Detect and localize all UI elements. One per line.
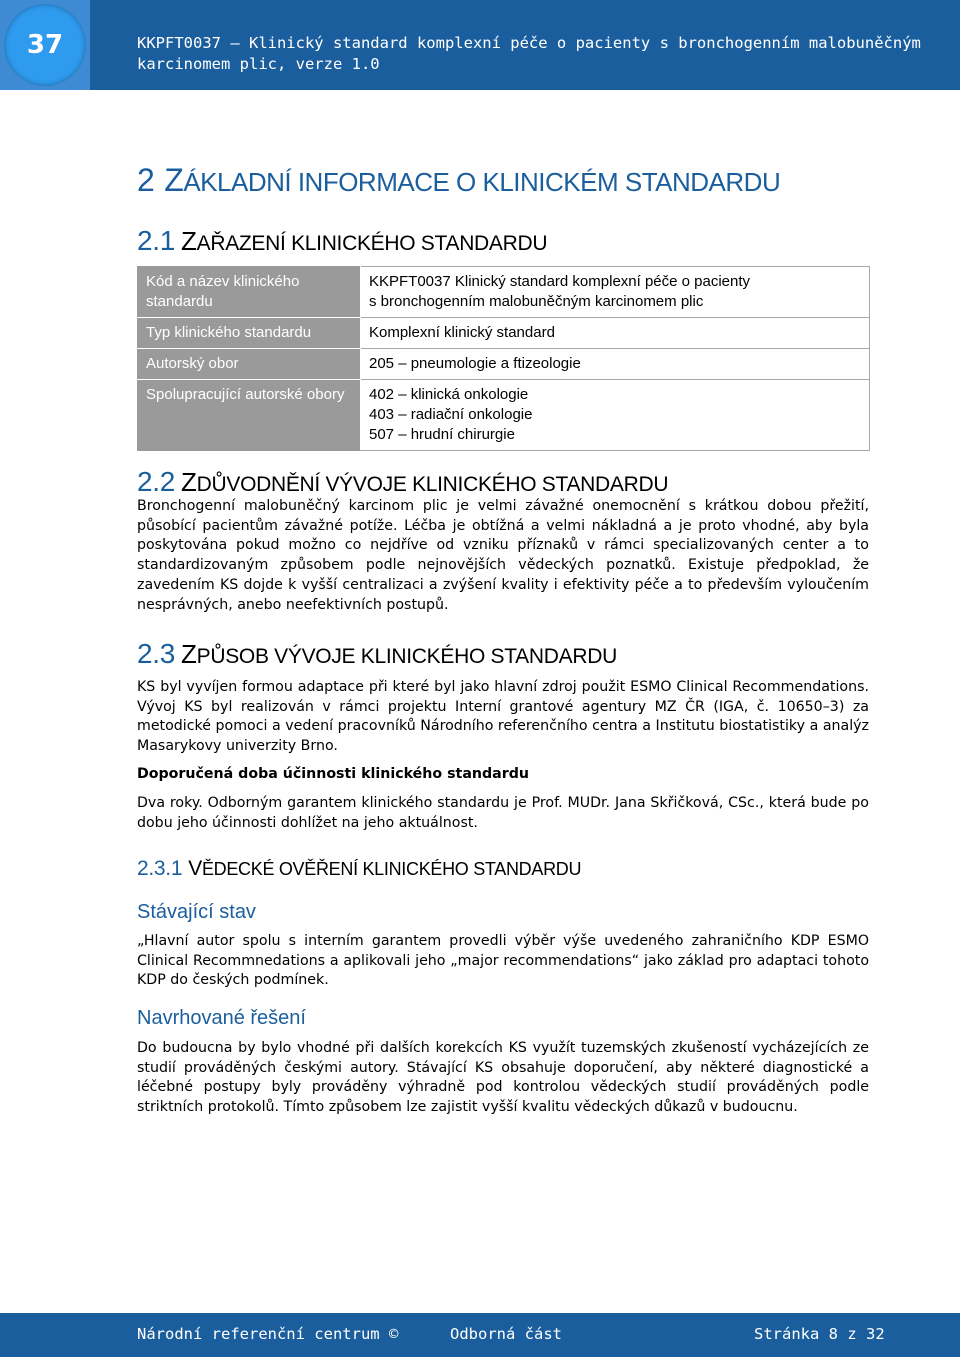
section-2-2-heading [137, 466, 668, 498]
section-number: 2.1 [137, 225, 176, 256]
current-state-paragraph: „Hlavní autor spolu s interním garantem provedli výběr výše uvedeného zahraničního KDP ESMO Clinical Recommnedations a aplikovali jeho „major recommendations“ jako základ pro adaptaci tohoto KDP do českých podmínek. [137, 933, 869, 989]
table-label: Autorský obor [138, 349, 361, 380]
table-row [138, 349, 870, 380]
table-value-line: KKPFT0037 Klinický standard komplexní péče o pacienty [369, 273, 751, 290]
document-title [137, 33, 937, 75]
section-title-rest: ĚDECKÉ OVĚŘENÍ KLINICKÉHO STANDARDU [201, 859, 582, 879]
section-title-initial: Z [181, 639, 197, 669]
page-footer [0, 1313, 960, 1357]
section-number: 2.3 [137, 638, 176, 669]
table-value [361, 318, 870, 349]
table-value [361, 267, 870, 318]
document-title-line1: KKPFT0037 – Klinický standard komplexní péče o pacienty s bronchogenním malobuněčným [137, 34, 921, 52]
table-value-line: s bronchogenním malobuněčným karcinomem plic [369, 293, 704, 310]
table-row [138, 318, 870, 349]
section-number: 2.3.1 [137, 857, 183, 880]
table-value-line: 402 – klinická onkologie [369, 386, 529, 403]
table-row [138, 267, 870, 318]
footer-page-count: Stránka 8 z 32 [754, 1325, 885, 1343]
section-title-rest: PŮSOB VÝVOJE KLINICKÉHO STANDARDU [196, 645, 617, 668]
footer-organization: Národní referenční centrum © [137, 1325, 399, 1343]
section-number: 2 [137, 162, 155, 198]
page-number: 37 [4, 4, 86, 86]
section-2-3-heading [137, 638, 617, 670]
rationale-paragraph: Bronchogenní malobuněčný karcinom plic je velmi závažné onemocnění s krátkou dobou přežití, působící pacientům závažné potíže. Léčba je obtížná a velmi nákladná a je proto vhodné, aby byla poskytována pokud možno co nejdříve od vzniku příznaků v rámci specializovaných center a to standardizovaným způsobem podle nejnovějších vědeckých poznatků. Existuje předpoklad, že zavedením KS dojde k vyšší centralizaci a zvýšení kvality i efektivity péče a to především vyloučením nesprávných, anebo neefektivních postupů. [137, 498, 869, 613]
section-title-initial: Z [181, 467, 197, 497]
table-value [361, 380, 870, 451]
table-label: Kód a název klinického standardu [138, 267, 361, 318]
proposed-solution-heading: Navrhované řešení [137, 1007, 306, 1029]
document-title-line2: karcinomem plic, verze 1.0 [137, 55, 380, 73]
section-2-3-1-heading [137, 857, 581, 881]
development-paragraph: KS byl vyvíjen formou adaptace při které byl jako hlavní zdroj použit ESMO Clinical Recommendations. Vývoj KS byl realizován v rámci projektu Interní grantové agentury MZ ČR (IGA, č. 10650–3) za metodické pomoci a vedení pracovníků Národního referenčního centra a Institutu biostatistiky a analýz Masarykovy univerzity Brno. [137, 679, 869, 755]
section-number: 2.2 [137, 466, 176, 497]
classification-table [137, 266, 870, 451]
table-label: Typ klinického standardu [138, 318, 361, 349]
page-number-badge [0, 0, 90, 90]
section-title-rest: AŘAZENÍ KLINICKÉHO STANDARDU [196, 232, 548, 255]
current-state-heading: Stávající stav [137, 901, 256, 923]
section-title-rest: ÁKLADNÍ INFORMACE O KLINICKÉM STANDARDU [183, 167, 781, 197]
table-value-line: Komplexní klinický standard [369, 324, 555, 341]
section-title-initial: Z [164, 162, 184, 198]
section-2-1-heading [137, 225, 547, 257]
section-title-rest: DŮVODNĚNÍ VÝVOJE KLINICKÉHO STANDARDU [196, 473, 669, 496]
table-value-line: 403 – radiační onkologie [369, 406, 533, 423]
proposed-solution-paragraph: Do budoucna by bylo vhodné při dalších korekcích KS využít tuzemských zkušeností vycházejících ze studií prováděných českými autory. Stávající KS obsahuje doporučení, aby některé diagnostické a léčebné postupy byly prováděny výhradně pod kontrolou vědeckých studií prováděných podle striktních protokolů. Tímto způsobem lze zajistit vyšší kvalitu vědeckých důkazů v budoucnu. [137, 1040, 869, 1116]
section-2-heading [137, 162, 780, 199]
validity-heading: Doporučená doba účinnosti klinického standardu [137, 766, 529, 782]
table-label: Spolupracující autorské obory [138, 380, 361, 451]
table-value-line: 507 – hrudní chirurgie [369, 426, 515, 443]
section-title-initial: Z [181, 226, 197, 256]
section-title-initial: V [188, 857, 202, 880]
footer-section: Odborná část [450, 1325, 562, 1343]
table-value [361, 349, 870, 380]
validity-paragraph: Dva roky. Odborným garantem klinického standardu je Prof. MUDr. Jana Skřičková, CSc., která bude po dobu jeho účinnosti dohlížet na jeho aktuálnost. [137, 795, 869, 831]
page-header [0, 0, 960, 90]
table-value-line: 205 – pneumologie a ftizeologie [369, 355, 581, 372]
table-row [138, 380, 870, 451]
